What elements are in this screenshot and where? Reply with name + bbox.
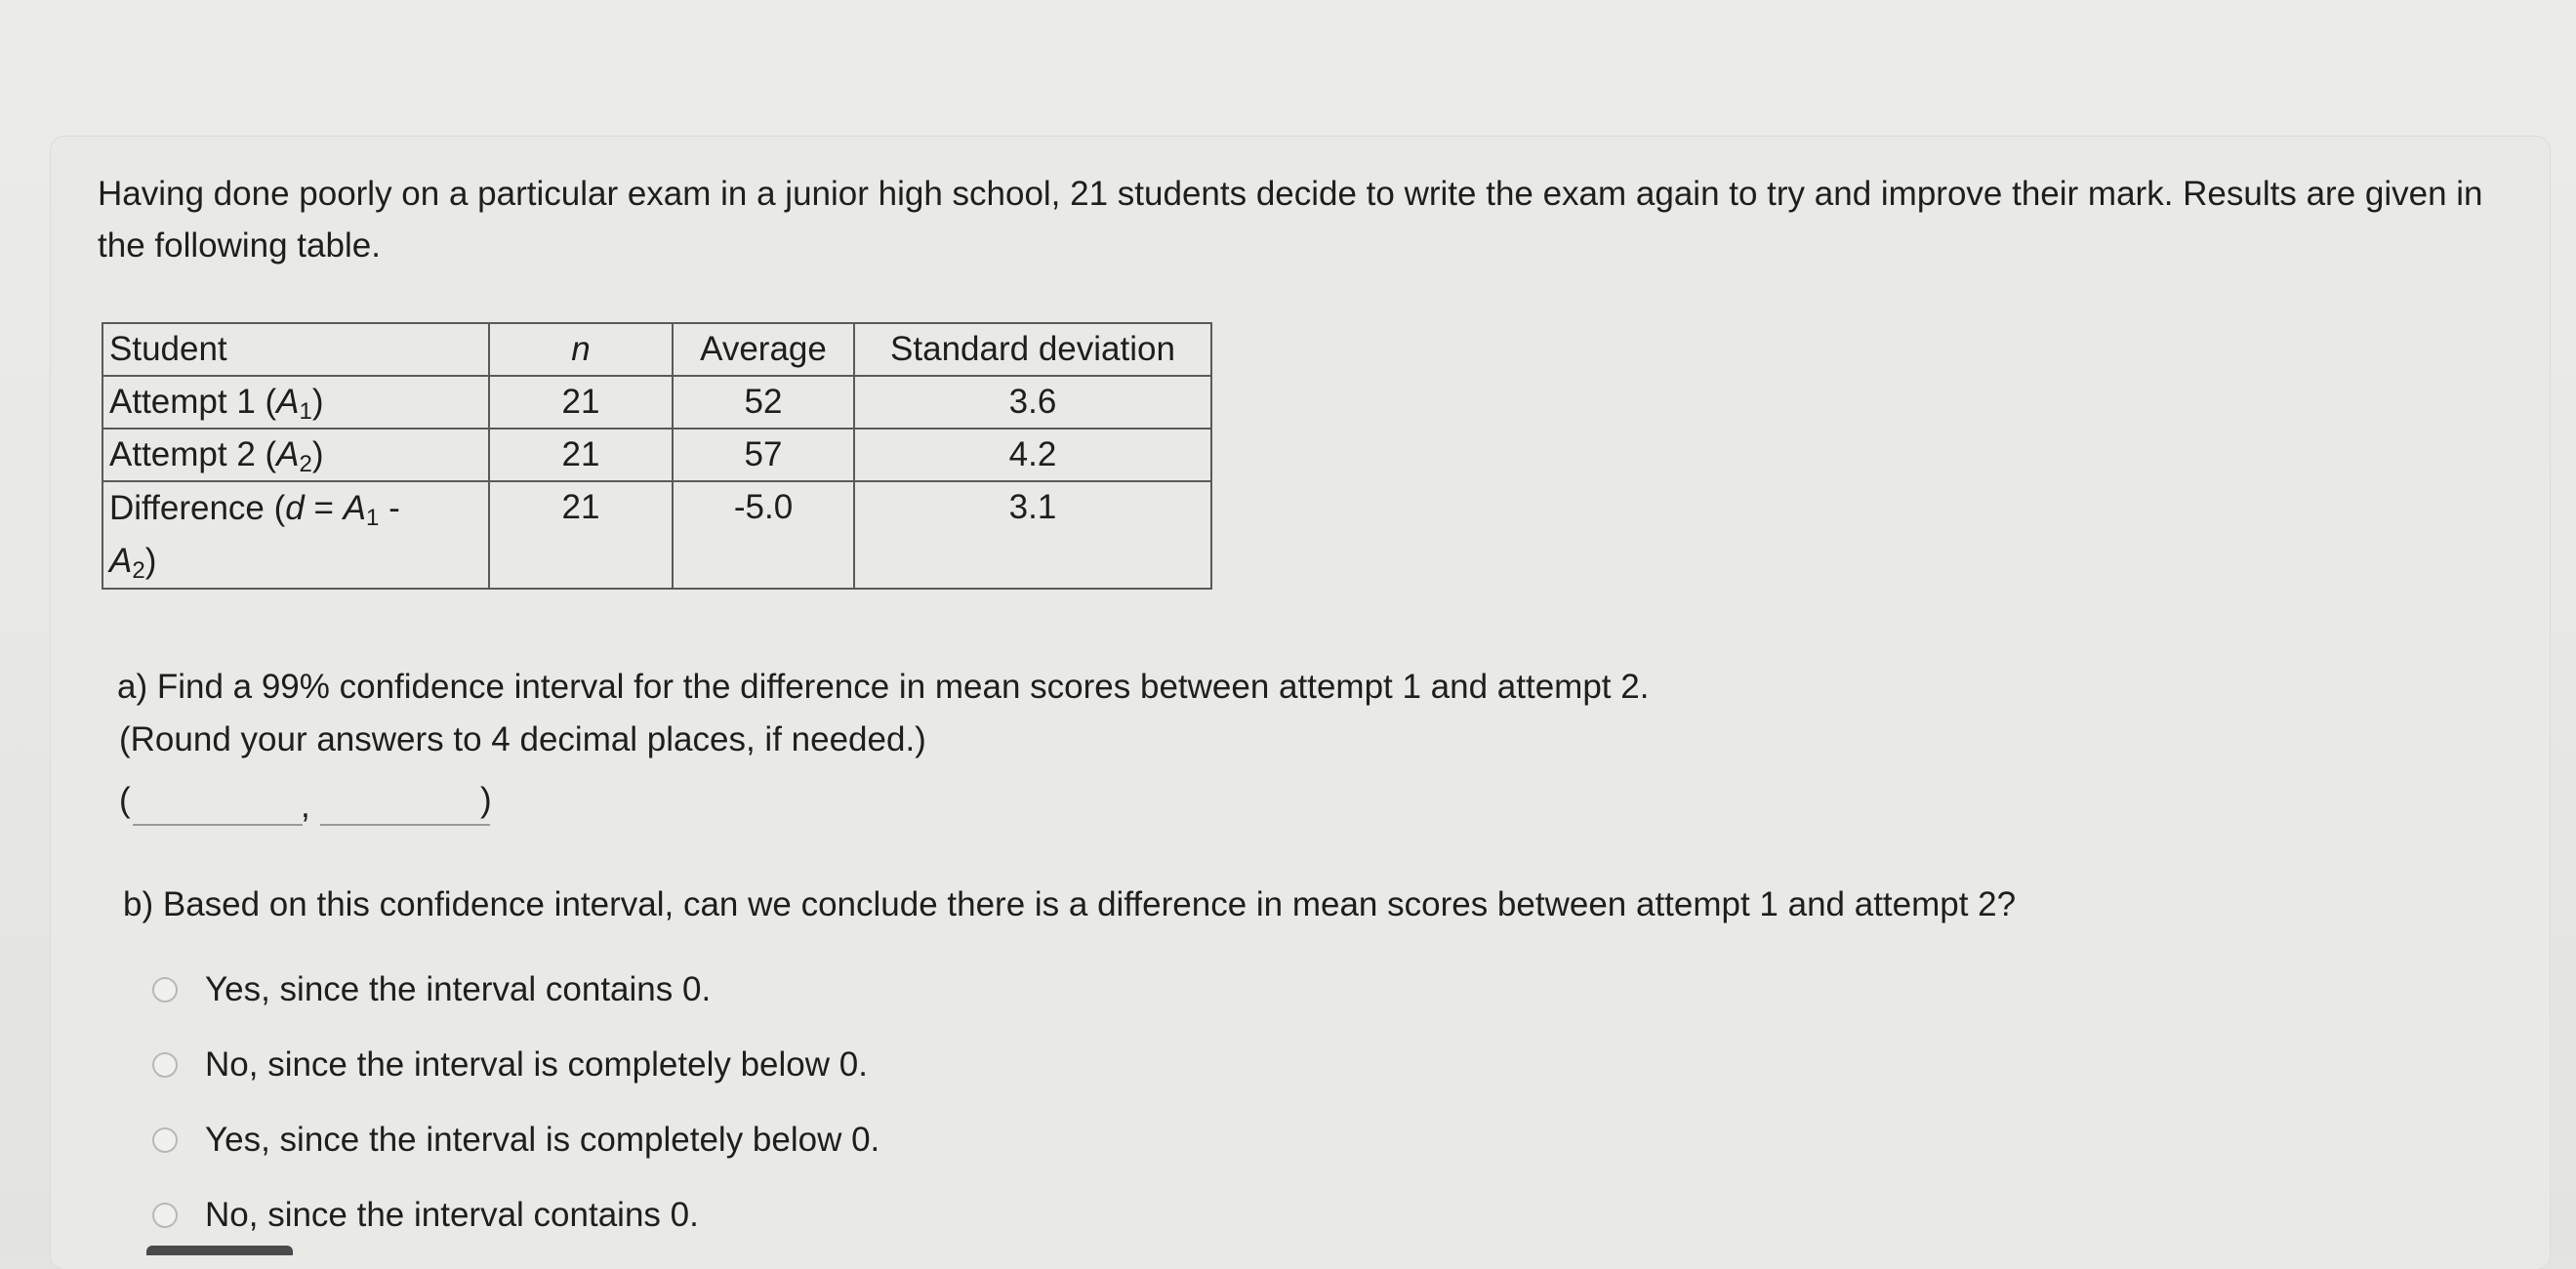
option-item[interactable] xyxy=(152,1027,879,1102)
part-b-question: b) Based on this confidence interval, can we conclude there is a difference in mean scores between attempt 1 and attempt 2? xyxy=(123,885,2017,923)
row-label-attempt-2: Attempt 2 $(A_2)$ xyxy=(102,429,489,481)
confidence-interval-input-group xyxy=(119,777,529,832)
upper-bound-input[interactable] xyxy=(320,779,490,826)
lower-bound-input[interactable] xyxy=(133,779,303,826)
option-label: Yes, since the interval contains 0. xyxy=(205,969,712,1008)
part-a-instruction: (Round your answers to 4 decimal places, if needed.) xyxy=(119,720,926,758)
table-header-row xyxy=(102,323,1211,376)
header-average: Average xyxy=(673,323,854,376)
close-paren: ) xyxy=(480,781,492,819)
row-label-attempt-1: Attempt 1 $(A_1)$ xyxy=(102,376,489,429)
submit-button-edge[interactable] xyxy=(146,1246,293,1255)
header-standard-deviation: Standard deviation xyxy=(854,323,1211,376)
table-row xyxy=(102,481,1211,589)
option-label: No, since the interval is completely below 0. xyxy=(205,1044,868,1084)
option-item[interactable] xyxy=(152,1177,879,1252)
option-label: No, since the interval contains 0. xyxy=(205,1195,699,1234)
option-label: Yes, since the interval is completely below 0. xyxy=(205,1120,880,1159)
cell-sd: 3.6 xyxy=(854,376,1211,429)
cell-sd: 3.1 xyxy=(854,481,1211,589)
radio-button[interactable] xyxy=(152,1052,178,1078)
part-a-question: a) Find a 99% confidence interval for the difference in mean scores between attempt 1 and attempt 2. xyxy=(117,668,1650,706)
cell-average: 52 xyxy=(673,376,854,429)
results-table xyxy=(102,322,1212,590)
radio-button[interactable] xyxy=(152,977,178,1003)
cell-n: 21 xyxy=(489,376,673,429)
row-label-difference: Difference ($d = A_1$ - $A_2$) xyxy=(102,481,489,589)
cell-average: 57 xyxy=(673,429,854,481)
cell-n: 21 xyxy=(489,429,673,481)
header-n: n xyxy=(489,323,673,376)
option-item[interactable] xyxy=(152,952,879,1027)
radio-button[interactable] xyxy=(152,1127,178,1153)
radio-button[interactable] xyxy=(152,1203,178,1228)
interval-comma: , xyxy=(301,787,310,825)
cell-average: -5.0 xyxy=(673,481,854,589)
intro-text: Having done poorly on a particular exam in a junior high school, 21 students decide to write the exam again to try and improve their mark. Results are given in the following table. xyxy=(98,175,2483,265)
header-student: Student xyxy=(102,323,489,376)
table-row xyxy=(102,376,1211,429)
open-paren: ( xyxy=(119,781,131,819)
option-item[interactable] xyxy=(152,1102,879,1177)
cell-n: 21 xyxy=(489,481,673,589)
cell-sd: 4.2 xyxy=(854,429,1211,481)
answer-options xyxy=(152,952,879,1252)
table-row xyxy=(102,429,1211,481)
